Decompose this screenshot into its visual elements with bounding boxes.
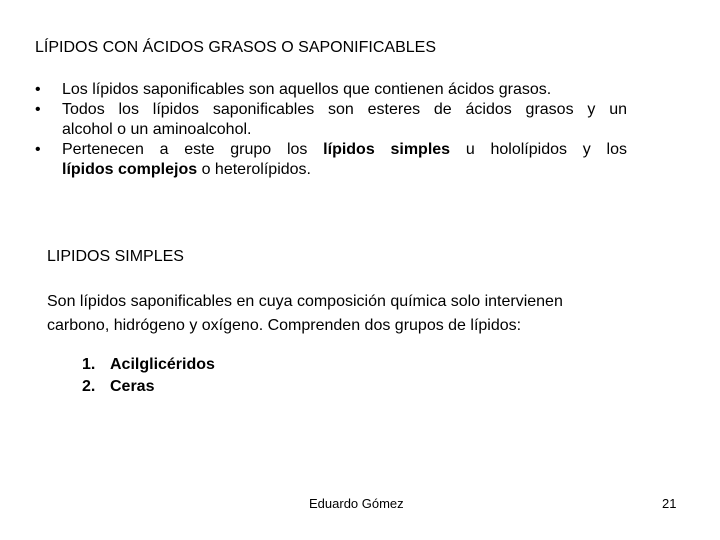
list-number: 2. [82,378,96,395]
list-label: Acilglicéridos [110,356,215,373]
bullet-text: Los lípidos saponificables son aquellos que contienen ácidos grasos. [62,81,552,98]
slide-title: LÍPIDOS CON ÁCIDOS GRASOS O SAPONIFICABLES [35,39,436,56]
list-item [82,376,215,398]
footer-author: Eduardo Gómez [309,496,404,511]
paragraph-line: carbono, hidrógeno y oxígeno. Comprenden dos grupos de lípidos: [47,317,522,334]
bullet-list [35,80,627,180]
bullet-item [35,140,627,180]
paragraph-line: Son lípidos saponificables en cuya composición química solo intervienen [47,293,563,310]
list-item [82,354,215,376]
bullet-text-continued: alcohol o un aminoalcohol. [62,121,252,138]
list-number: 1. [82,356,96,373]
description-paragraph [47,290,637,338]
lipid-groups-list [82,354,215,398]
bullet-text [62,140,627,160]
bullet-item [35,80,627,100]
bullet-icon: • [35,141,41,158]
list-label: Ceras [110,378,155,395]
bullet-text: Todos los lípidos saponificables son esteres de ácidos grasos y un [62,101,627,118]
bullet-icon: • [35,81,41,98]
section-subtitle: LIPIDOS SIMPLES [47,248,184,265]
bullet-icon: • [35,101,41,118]
bullet-text-segment: Pertenecen a este grupo los [62,141,324,158]
term-lipidos-simples: lípidos simples [323,141,451,158]
bullet-text-segment: o heterolípidos. [197,161,311,178]
bullet-item [35,100,627,140]
term-lipidos-complejos: lípidos complejos [62,161,198,178]
bullet-text-segment: u hololípidos y los [450,141,627,158]
bullet-text-continued [62,160,627,180]
page-number: 21 [662,496,677,511]
